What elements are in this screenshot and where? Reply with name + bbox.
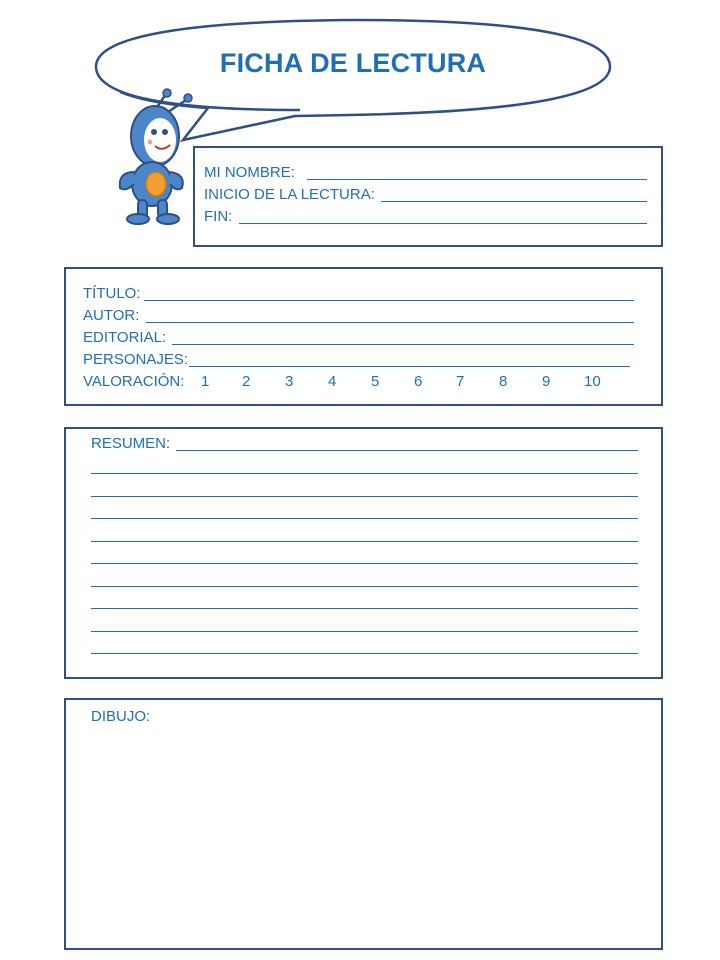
rating-option[interactable]: 9: [542, 373, 551, 390]
start-date-label: INICIO DE LA LECTURA:: [204, 186, 375, 203]
rating-option[interactable]: 3: [285, 373, 294, 390]
rating-option[interactable]: 7: [456, 373, 465, 390]
characters-line[interactable]: [189, 366, 630, 367]
name-label: MI NOMBRE:: [204, 164, 295, 181]
summary-line[interactable]: [91, 518, 638, 519]
summary-line[interactable]: [91, 541, 638, 542]
end-date-line[interactable]: [239, 223, 647, 224]
publisher-label: EDITORIAL:: [83, 329, 167, 346]
page-title: FICHA DE LECTURA: [219, 48, 487, 78]
summary-line[interactable]: [91, 653, 638, 654]
rating-option[interactable]: 1: [201, 373, 210, 390]
end-date-label: FIN:: [204, 208, 233, 225]
rating-option[interactable]: 2: [242, 373, 251, 390]
rating-option[interactable]: 10: [584, 373, 601, 390]
author-label: AUTOR:: [83, 307, 140, 324]
summary-line[interactable]: [91, 473, 638, 474]
summary-line[interactable]: [91, 586, 638, 587]
rating-option[interactable]: 5: [371, 373, 380, 390]
author-line[interactable]: [146, 322, 634, 323]
ant-mascot-icon: [110, 88, 200, 228]
name-line[interactable]: [307, 179, 647, 180]
rating-option[interactable]: 4: [328, 373, 337, 390]
book-info-box: [64, 267, 663, 406]
summary-line[interactable]: [91, 563, 638, 564]
book-title-label: TÍTULO:: [83, 285, 141, 302]
summary-line[interactable]: [91, 631, 638, 632]
drawing-box[interactable]: [64, 698, 663, 950]
summary-line[interactable]: [91, 608, 638, 609]
characters-label: PERSONAJES:: [83, 351, 189, 368]
start-date-line[interactable]: [381, 201, 647, 202]
summary-label: RESUMEN:: [91, 435, 171, 452]
rating-option[interactable]: 6: [414, 373, 423, 390]
summary-box: [64, 427, 663, 679]
book-title-line[interactable]: [144, 300, 634, 301]
publisher-line[interactable]: [172, 344, 634, 345]
summary-line[interactable]: [91, 496, 638, 497]
student-info-box: [193, 146, 663, 247]
rating-label: VALORACIÓN:: [83, 373, 185, 390]
summary-line[interactable]: [176, 450, 638, 451]
rating-option[interactable]: 8: [499, 373, 508, 390]
drawing-label: DIBUJO:: [91, 708, 151, 725]
